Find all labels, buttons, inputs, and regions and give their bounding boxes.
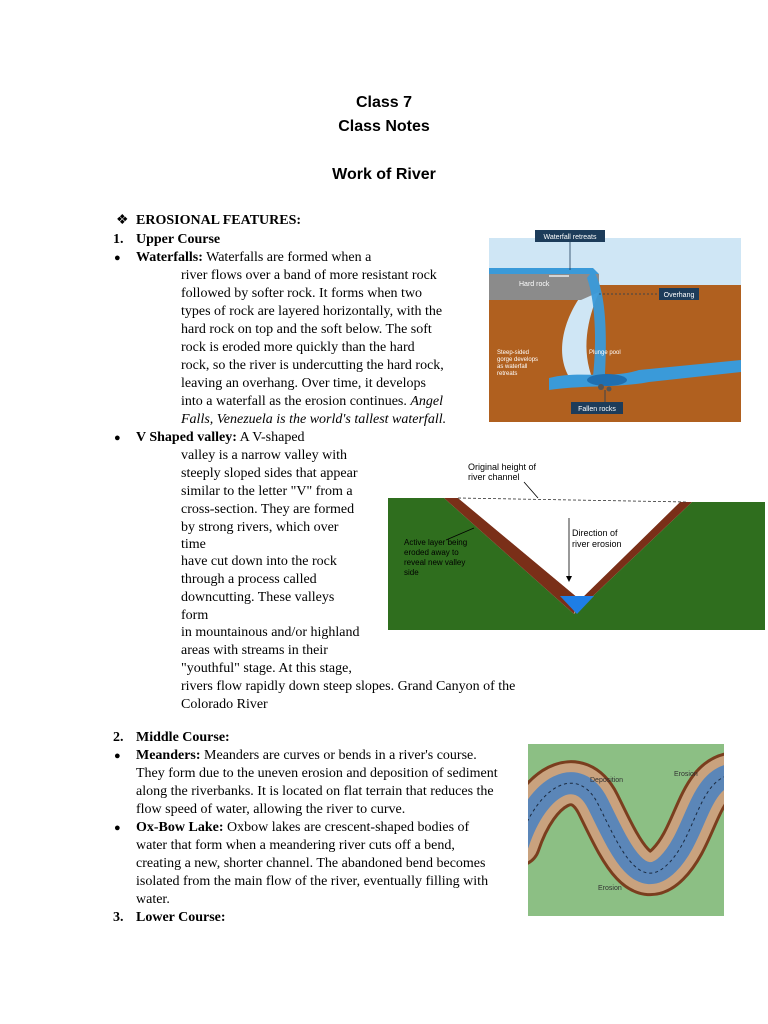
list-number: 2.: [113, 730, 124, 745]
list-number: 1.: [113, 232, 124, 247]
oxbow-paragraph: [136, 819, 469, 837]
meanders-paragraph: [136, 747, 477, 765]
label-gorge-4: retreats: [497, 371, 518, 377]
label-hard-rock: Hard rock: [519, 281, 550, 288]
text-line: into a waterfall as the erosion continues.: [181, 394, 407, 409]
label-gorge-3: as waterfall: [497, 364, 528, 370]
bullet-icon: ●: [114, 822, 121, 834]
bullet-icon: ●: [114, 432, 121, 444]
text-line: cross-section. They are formed: [181, 502, 355, 517]
meanders-label: Meanders:: [136, 748, 201, 763]
lower-course-heading: Lower Course:: [136, 910, 226, 925]
text-line: river flows over a band of more resistant rock: [181, 268, 437, 283]
upper-river: [489, 268, 599, 274]
italic-text: Falls, Venezuela is the world's tallest waterfall.: [181, 412, 447, 427]
text-line: rock is eroded more quickly than the hard: [181, 340, 415, 355]
label-gorge-1: Steep-sided: [497, 350, 530, 356]
text-line: creating a new, shorter channel. The abandoned bend becomes: [136, 856, 486, 871]
waterfalls-label: Waterfalls:: [136, 250, 203, 265]
plunge-pool: [587, 374, 627, 386]
meander-diagram: [528, 744, 724, 916]
text-line: areas with streams in their: [181, 643, 328, 658]
text-line: rock, so the river is undercutting the hard rock,: [181, 358, 444, 373]
text-line: isolated from the main flow of the river, eventually filling with: [136, 874, 489, 889]
text-line: in mountainous and/or highland: [181, 625, 360, 640]
oxbow-label: Ox-Bow Lake:: [136, 820, 224, 835]
text-line: rivers flow rapidly down steep slopes. Grand Canyon of the: [181, 679, 516, 694]
page-title: Work of River: [332, 166, 436, 183]
fallen-rock: [598, 384, 604, 390]
text-line: flow speed of water, allowing the river to curve.: [136, 802, 406, 817]
v-valley-diagram: [388, 456, 765, 632]
label-erosion-top: Erosion: [674, 771, 698, 778]
label-erosion-bottom: Erosion: [598, 885, 622, 892]
text-line: steeply sloped sides that appear: [181, 466, 358, 481]
text-line: A V-shaped: [239, 430, 305, 445]
text-line: They form due to the uneven erosion and deposition of sediment: [136, 766, 498, 781]
text-line: hard rock on top and the soft below. The soft: [181, 322, 432, 337]
text-line: through a process called: [181, 572, 317, 587]
text-line: downcutting. These valleys: [181, 590, 335, 605]
label-fallen-rocks: Fallen rocks: [578, 406, 616, 413]
label-deposition: Deposition: [590, 777, 624, 784]
label-original-1: Original height of: [468, 462, 537, 472]
text-line: water that form when a meandering river cuts off a bend,: [136, 838, 455, 853]
waterfall-diagram: [489, 230, 741, 422]
label-overhang: Overhang: [663, 292, 695, 299]
bullet-icon: ●: [114, 750, 121, 762]
text-line: have cut down into the rock: [181, 554, 337, 569]
text-line: leaving an overhang. Over time, it develops: [181, 376, 426, 391]
list-number: 3.: [113, 910, 124, 925]
label-active-2: eroded away to: [404, 548, 459, 557]
vvalley-paragraph: [136, 429, 305, 447]
vvalley-label: V Shaped valley:: [136, 430, 237, 445]
label-direction-2: river erosion: [572, 539, 622, 549]
waterfalls-paragraph: [136, 249, 371, 267]
label-active-1: Active layer being: [404, 538, 468, 547]
text-line: form: [181, 608, 209, 623]
text-line: Waterfalls are formed when a: [206, 250, 372, 265]
bullet-icon: ●: [114, 252, 121, 264]
text-line: "youthful" stage. At this stage,: [181, 661, 352, 676]
text-line: similar to the letter "V" from a: [181, 484, 353, 499]
label-waterfall-retreats: Waterfall retreats: [543, 234, 597, 241]
label-active-4: side: [404, 568, 419, 577]
text-line: followed by softer rock. It forms when two: [181, 286, 423, 301]
text-line: valley is a narrow valley with: [181, 448, 348, 463]
label-plunge-pool: Plunge pool: [589, 350, 621, 356]
text-line: by strong rivers, which over: [181, 520, 339, 535]
label-gorge-2: gorge develops: [497, 357, 539, 363]
text-line: Meanders are curves or bends in a river's course.: [204, 748, 477, 763]
text-line: [181, 393, 443, 411]
label-direction-1: Direction of: [572, 528, 618, 538]
class-heading: Class 7: [355, 94, 413, 111]
text-line: Colorado River: [181, 697, 268, 712]
italic-text: Angel: [410, 394, 444, 409]
text-line: types of rock are layered horizontally, with the: [181, 304, 443, 319]
middle-course-heading: Middle Course:: [136, 730, 230, 745]
text-line: time: [181, 537, 206, 552]
upper-course-heading: Upper Course: [136, 232, 221, 247]
label-active-3: reveal new valley: [404, 558, 466, 567]
class-notes-heading: Class Notes: [338, 118, 430, 135]
text-line: Oxbow lakes are crescent-shaped bodies of: [227, 820, 470, 835]
diamond-bullet-icon: ❖: [116, 213, 129, 228]
label-original-2: river channel: [468, 472, 520, 482]
fallen-rock: [607, 387, 612, 392]
text-line: along the riverbanks. It is located on flat terrain that reduces the: [136, 784, 494, 799]
text-line: water.: [136, 892, 170, 907]
section-heading-erosional: EROSIONAL FEATURES:: [136, 213, 302, 228]
